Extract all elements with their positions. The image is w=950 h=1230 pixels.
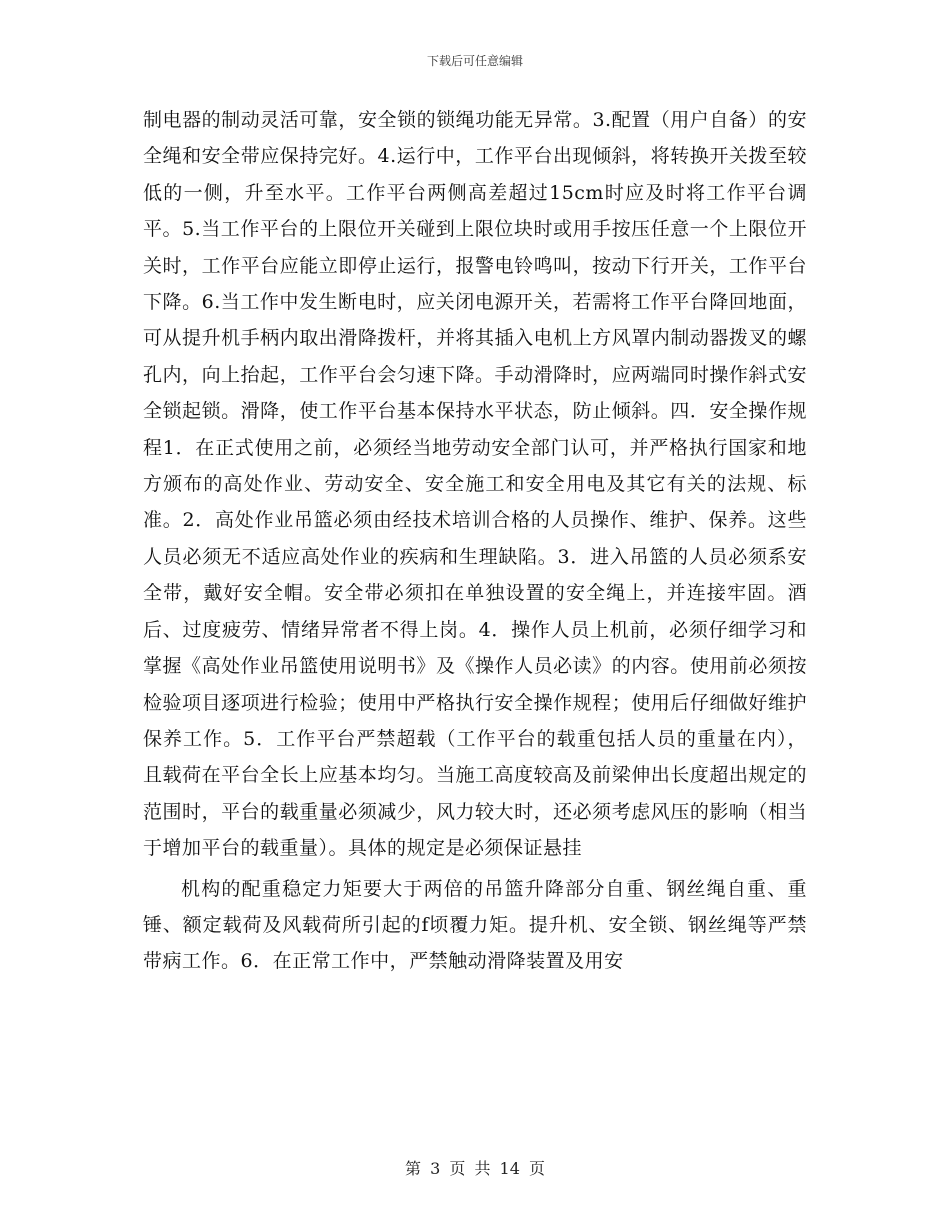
- page-number: 第 3 页 共 14 页: [405, 1159, 545, 1178]
- page-header: 下载后可任意编辑: [426, 54, 523, 68]
- paragraph-1: 制电器的制动灵活可靠，安全锁的锁绳功能无异常。3.配置（用户自备）的安全绳和安全带应保持完好。4.运行中，工作平台出现倾斜，将转换开关拨至较低的一侧，升至水平。工作平台两侧高差超过15cm时应及时将工作平台调平。5.当工作平台的上限位开关碰到上限位块时或用手按压任意一个上限位开关时，工作平台应能立即停止运行，报警电铃鸣叫，按动下行开关，工作平台下降。6.当工作中发生断电时，应关闭电源开关，若需将工作平台降回地面，可从提升机手柄内取出滑降拨杆，并将其插入电机上方风罩内制动器拨叉的螺孔内，向上抬起，工作平台会匀速下降。手动滑降时，应两端同时操作斜式安全锁起锁。滑降，使工作平台基本保持水平状态，防止倾斜。四．安全操作规程1．在正式使用之前，必须经当地劳动安全部门认可，并严格执行国家和地方颁布的高处作业、劳动安全、安全施工和安全用电及其它有关的法规、标准。2．高处作业吊篮必须由经技术培训合格的人员操作、维护、保养。这些人员必须无不适应高处作业的疾病和生理缺陷。3．进入吊篮的人员必须系安全带，戴好安全帽。安全带必须扣在单独设置的安全绳上，并连接牢固。酒后、过度疲劳、情绪异常者不得上岗。4．操作人员上机前，必须仔细学习和掌握《高处作业吊篮使用说明书》及《操作人员必读》的内容。使用前必须按检验项目逐项进行检验；使用中严格执行安全操作规程；使用后仔细做好维护保养工作。5．工作平台严禁超载（工作平台的载重包括人员的重量在内），且载荷在平台全长上应基本均匀。当施工高度较高及前梁伸出长度超出规定的范围时，平台的载重量必须减少，风力较大时，还必须考虑风压的影响（相当于增加平台的载重量）。具体的规定是必须保证悬挂: [143, 109, 807, 860]
- paragraph-2: 机构的配重稳定力矩要大于两倍的吊篮升降部分自重、钢丝绳自重、重锤、额定载荷及风载荷所引起的f顷覆力矩。提升机、安全锁、钢丝绳等严禁带病工作。6．在正常工作中，严禁触动滑降装置及用安: [143, 877, 807, 973]
- document-body: [143, 102, 807, 980]
